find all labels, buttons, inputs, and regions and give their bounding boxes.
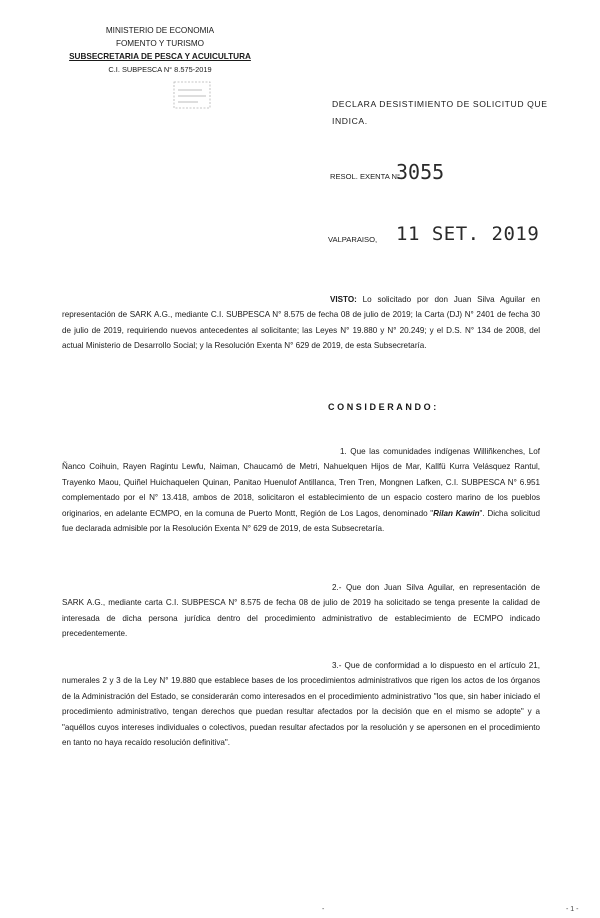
resolution-date: 11 SET. 2019 [396, 223, 540, 245]
paragraph-1-text: 1. Que las comunidades indígenas Williñkenches, Lof Ñanco Coihuin, Rayen Ragintu Lewfu, Naiman, Chaucamó de Metri, Nahuelquen Hijos de Mar, Kallfü Kurra Velásquez Rantul, Trayenko Maou, Quiñel Huichaquelen Quinan, Panitao Huenulof Antillanca, Tren Tren, Mongnen Lafken, C.I. SUBPESCA N° 6.951 complementado por el N° 13.418, ambos de 2018, solicitaron el establecimiento de un espacio costero marino de los pueblos originarios, en adelante ECMPO, en la comuna de Puerto Montt, Región de Los Lagos, denominado " [62, 447, 540, 518]
document-title: DECLARA DESISTIMIENTO DE SOLICITUD QUE INDICA. [332, 99, 548, 126]
visto-label: VISTO: [330, 295, 357, 304]
ecmpo-name: Rilan Kawin [433, 508, 480, 518]
ci-reference: C.I. SUBPESCA N° 8.575-2019 [108, 65, 212, 74]
considerando-paragraph-3 [62, 658, 540, 750]
letterhead [60, 24, 260, 76]
considerando-paragraph-2 [62, 580, 540, 642]
visto-text: Lo solicitado por don Juan Silva Aguilar en representación de SARK A.G., mediante C.I. SUBPESCA N° 8.575 de fecha 08 de julio de 2019; la Carta (DJ) N° 2401 de fecha 30 de julio de 2019, requiriendo nuevos antecedentes al solicitante; las Leyes N° 19.880 y N° 20.249; y el D.S. N° 134 de 2008, del actual Ministerio de Desarrollo Social; y la Resolución Exenta N° 629 de 2019, de esta Subsecretaría. [62, 295, 540, 351]
paragraph-1-end: ". Dicha solicitud fue declarada admisible por la Resolución Exenta N° 629 de 2019, de esta Subsecretaría. [62, 508, 541, 534]
footer-mark-left: - [322, 906, 325, 913]
visto-paragraph [62, 292, 540, 354]
considerando-paragraph-1 [62, 444, 540, 536]
page-number: - 1 - [566, 906, 579, 913]
place-label: VALPARAISO, [328, 235, 378, 244]
ministry-name: MINISTERIO DE ECONOMIA [105, 26, 215, 35]
resolution-number: 3055 [396, 160, 445, 184]
paragraph-2-text: 2.- Que don Juan Silva Aguilar, en representación de SARK A.G., mediante carta C.I. SUBPESCA N° 8.575 de fecha 08 de julio de 2019 ha solicitado se tenga presente la calidad de interesada de dicha persona jurídica dentro del procedimiento administrativo de establecimiento de ECMPO indicado precedentemente. [62, 583, 540, 639]
considerando-heading: CONSIDERANDO: [328, 402, 439, 412]
office-stamp-icon [172, 80, 212, 110]
paragraph-3-text: 3.- Que de conformidad a lo dispuesto en el artículo 21, numerales 2 y 3 de la Ley N° 19.880 que establece bases de los procedimientos administrativos que rigen los actos de los órganos de la Administración del Estado, se considerarán como interesados en el procedimiento administrativo "los que, sin haber iniciado el procedimiento administrativo, tengan derechos que puedan resultar afectados por la decisión que en el mismo se adopte" y a "aquéllos cuyos intereses individuales o colectivos, puedan resultar afectados por la resolución y se apersonen en el procedimiento en tanto no haya recaído resolución definitiva". [62, 661, 540, 748]
ministry-subtitle: FOMENTO Y TURISMO [115, 39, 205, 48]
subsecretaria-name: SUBSECRETARIA DE PESCA Y ACUICULTURA [69, 52, 251, 61]
resolution-label: RESOL. EXENTA N° [330, 172, 400, 181]
